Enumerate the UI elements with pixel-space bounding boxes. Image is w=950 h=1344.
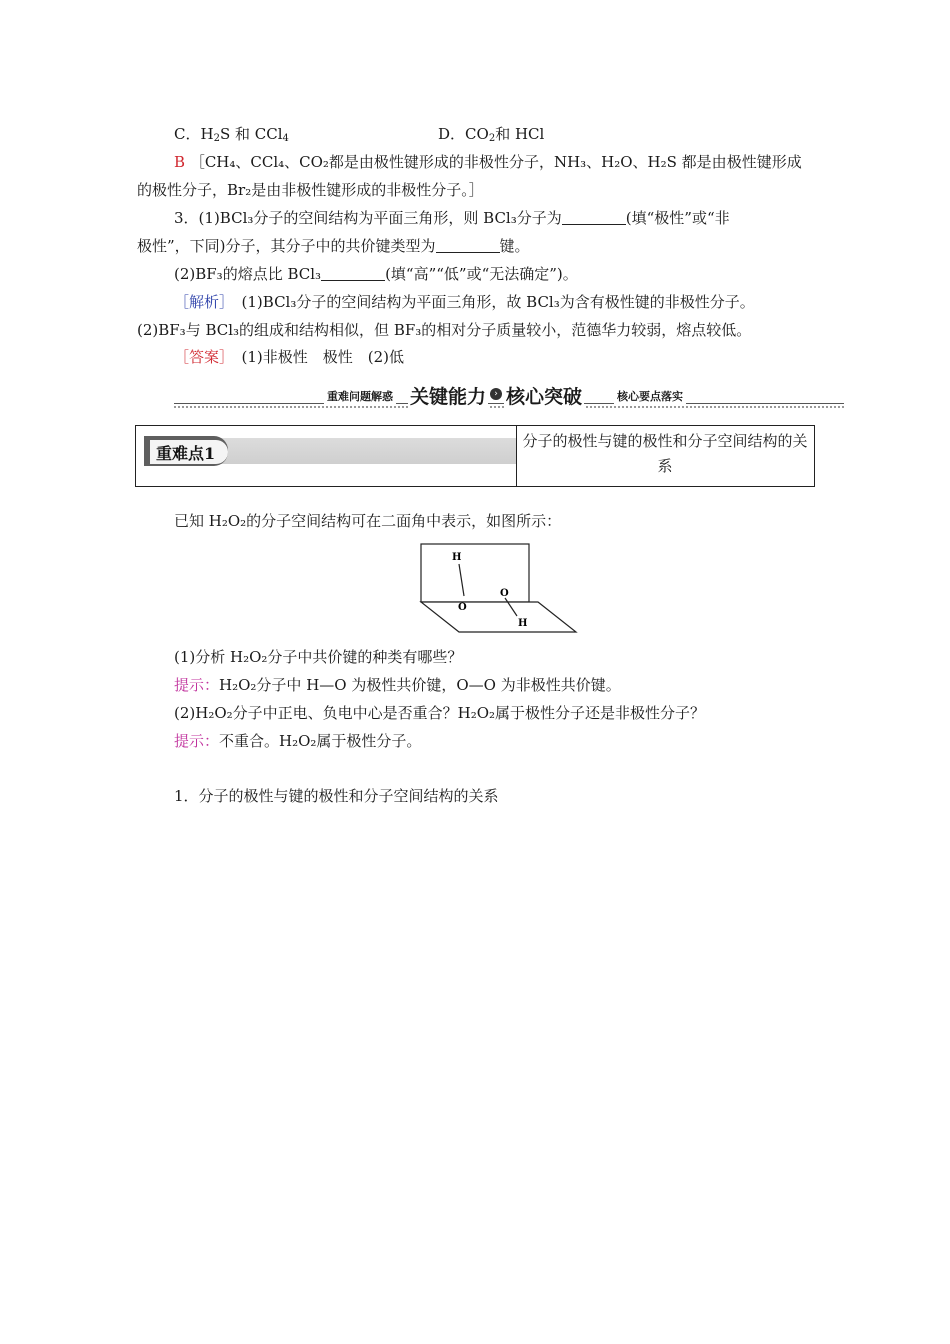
blank-1: [562, 210, 626, 225]
analysis-line2: (2)BF₃与 BCl₃的组成和结构相似，但 BF₃的相对分子质量较小，范德华力较弱，熔点较低。: [137, 321, 752, 339]
blank-2: [436, 238, 500, 253]
key-point-title: 分子的极性与键的极性和分子空间结构的关系: [522, 432, 808, 475]
blank-3: [321, 266, 385, 281]
banner-title-b: 核心突破: [504, 382, 584, 409]
atom-h-bottom: H: [518, 618, 528, 629]
answer-letter: B: [174, 153, 186, 171]
analysis-tag: ［解析］: [174, 293, 227, 311]
key-point-label: 重难点1: [156, 444, 216, 463]
hint-1: 提示：H₂O₂分子中 H—O 为极性共价键，O—O 为非极性共价键。: [174, 676, 621, 694]
intro-text: 已知 H₂O₂的分子空间结构可在二面角中表示，如图所示：: [174, 512, 562, 530]
answer-explanation: B ［CH₄、CCl₄、CO₂都是由极性键形成的非极性分子，NH₃、H₂O、H₂S 都是由极性键形成: [174, 153, 802, 171]
analysis-line1: ［解析］ (1)BCl₃分子的空间结构为平面三角形，故 BCl₃为含有极性键的非极性分子。: [174, 293, 755, 311]
banner-left-caption: 重难问题解惑: [324, 388, 396, 404]
banner-title-a: 关键能力: [408, 382, 488, 409]
answer-explanation-cont: 的极性分子，Br₂是由非极性键形成的非极性分子。］: [137, 181, 484, 199]
option-d: D．$CO_2$和 HCl: [438, 125, 545, 144]
atom-h-top: H: [452, 552, 462, 563]
option-c: C．$H_2S$ 和 CCl$_4$: [174, 125, 289, 144]
key-point-box: [135, 425, 815, 487]
banner-right-caption: 核心要点落实: [614, 388, 686, 404]
arrow-right-icon: ›: [490, 388, 502, 400]
h2o2-dihedral-figure: [418, 542, 578, 636]
hint-2-tag: 提示：: [174, 732, 220, 750]
answer-line: ［答案］ (1)非极性 极性 (2)低: [174, 348, 405, 366]
atom-o-right: O: [500, 588, 509, 599]
answer-tag: ［答案］: [174, 348, 227, 366]
hint-1-tag: 提示：: [174, 676, 220, 694]
question-1: (1)分析 H₂O₂分子中共价键的种类有哪些？: [174, 648, 463, 666]
section-banner: [174, 382, 844, 410]
question-3-line2: 极性”，下同)分子，其分子中的共价键类型为 键。: [137, 237, 530, 255]
hint-2: 提示：不重合。H₂O₂属于极性分子。: [174, 732, 422, 750]
question-3-line3: (2)BF₃的熔点比 BCl₃ (填“高”“低”或“无法确定”)。: [174, 265, 578, 283]
atom-o-left: O: [458, 602, 467, 613]
section-1-heading: 1．分子的极性与键的极性和分子空间结构的关系: [174, 787, 499, 805]
question-3-line1: 3．(1)BCl₃分子的空间结构为平面三角形，则 BCl₃分子为 (填“极性”或“非: [174, 209, 730, 227]
question-2: (2)H₂O₂分子中正电、负电中心是否重合？H₂O₂属于极性分子还是非极性分子？: [174, 704, 706, 722]
